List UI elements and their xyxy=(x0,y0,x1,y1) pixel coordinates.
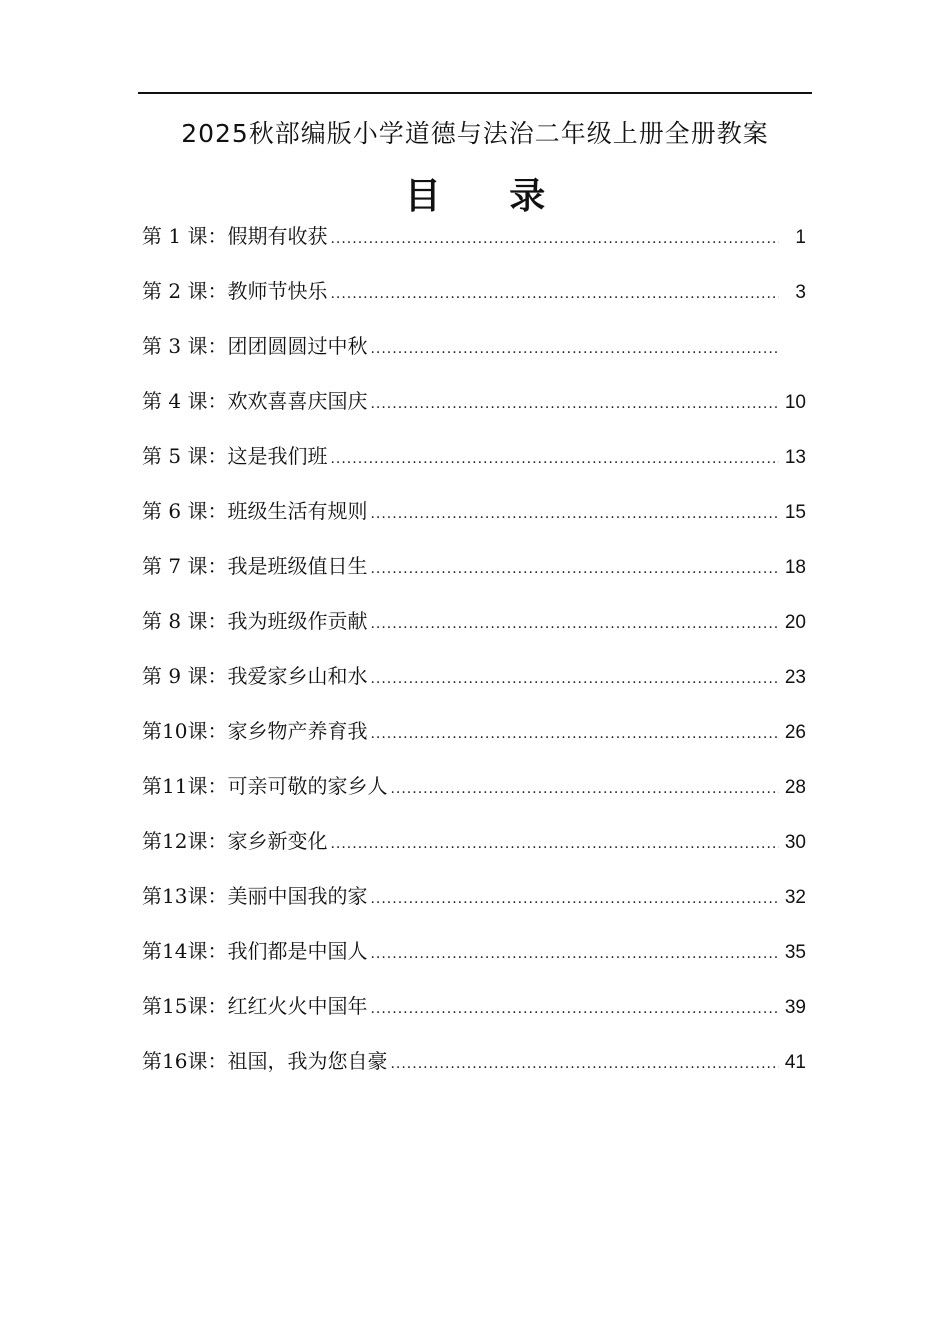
toc-entry-label: 第 7 课：我是班级值日生 xyxy=(142,554,368,578)
toc-entry-label: 第 8 课：我为班级作贡献 xyxy=(142,609,368,633)
toc-page-number: 28 xyxy=(784,777,806,798)
toc-page-number: 3 xyxy=(795,282,806,303)
toc-leader-dots xyxy=(370,671,779,687)
toc-page-number: 13 xyxy=(784,447,806,468)
toc-entry-16[interactable] xyxy=(142,1045,806,1100)
toc-entry-label: 第 1 课：假期有收获 xyxy=(142,224,328,248)
toc-page-number: 26 xyxy=(784,722,806,743)
toc-entry-label: 第 9 课：我爱家乡山和水 xyxy=(142,664,368,688)
toc-entry-4[interactable] xyxy=(142,385,806,440)
toc-entry-label: 第10课：家乡物产养育我 xyxy=(142,719,368,743)
toc-leader-dots xyxy=(370,1001,779,1017)
toc-leader-dots xyxy=(330,286,779,302)
toc-entry-11[interactable] xyxy=(142,770,806,825)
toc-entry-label: 第 3 课：团团圆圆过中秋 xyxy=(142,334,368,358)
toc-entry-10[interactable] xyxy=(142,715,806,770)
toc-entry-label: 第12课：家乡新变化 xyxy=(142,829,328,853)
toc-leader-dots xyxy=(390,1056,779,1072)
toc-page-number: 30 xyxy=(784,832,806,853)
toc-page-number: 10 xyxy=(784,392,806,413)
toc-page-number: 18 xyxy=(784,557,806,578)
toc-entry-12[interactable] xyxy=(142,825,806,880)
toc-leader-dots xyxy=(370,561,779,577)
toc-entry-8[interactable] xyxy=(142,605,806,660)
toc-leader-dots xyxy=(370,616,779,632)
toc-page-number: 39 xyxy=(784,997,806,1018)
toc-leader-dots xyxy=(370,341,779,357)
toc-entry-label: 第 6 课：班级生活有规则 xyxy=(142,499,368,523)
toc-entry-label: 第15课：红红火火中国年 xyxy=(142,994,368,1018)
toc-entry-3[interactable] xyxy=(142,330,806,385)
toc-leader-dots xyxy=(390,781,779,797)
header-rule xyxy=(138,92,812,94)
toc-entry-label: 第11课：可亲可敬的家乡人 xyxy=(142,774,388,798)
toc-entry-6[interactable] xyxy=(142,495,806,550)
toc-leader-dots xyxy=(330,451,779,467)
toc-entry-label: 第16课：祖国，我为您自豪 xyxy=(142,1049,388,1073)
toc-entry-label: 第 2 课：教师节快乐 xyxy=(142,279,328,303)
toc-leader-dots xyxy=(370,506,779,522)
toc-leader-dots xyxy=(330,836,779,852)
toc-leader-dots xyxy=(370,726,779,742)
table-of-contents xyxy=(142,220,806,1100)
toc-page-number: 35 xyxy=(784,942,806,963)
toc-leader-dots xyxy=(370,891,779,907)
toc-page-number: 41 xyxy=(784,1052,806,1073)
toc-entry-13[interactable] xyxy=(142,880,806,935)
toc-page-number: 23 xyxy=(784,667,806,688)
toc-page-number: 15 xyxy=(784,502,806,523)
toc-page-number: 20 xyxy=(784,612,806,633)
toc-leader-dots xyxy=(330,231,779,247)
toc-entry-label: 第 5 课：这是我们班 xyxy=(142,444,328,468)
toc-entry-1[interactable] xyxy=(142,220,806,275)
toc-page-number: 32 xyxy=(784,887,806,908)
document-title: 2025秋部编版小学道德与法治二年级上册全册教案 xyxy=(181,119,769,148)
toc-entry-label: 第13课：美丽中国我的家 xyxy=(142,884,368,908)
toc-leader-dots xyxy=(370,396,779,412)
toc-leader-dots xyxy=(370,946,779,962)
toc-entry-7[interactable] xyxy=(142,550,806,605)
toc-entry-2[interactable] xyxy=(142,275,806,330)
toc-entry-label: 第14课：我们都是中国人 xyxy=(142,939,368,963)
toc-entry-15[interactable] xyxy=(142,990,806,1045)
toc-entry-5[interactable] xyxy=(142,440,806,495)
toc-entry-14[interactable] xyxy=(142,935,806,990)
toc-page-number: 1 xyxy=(795,227,806,248)
toc-heading: 目 录 xyxy=(404,176,574,217)
toc-entry-label: 第 4 课：欢欢喜喜庆国庆 xyxy=(142,389,368,413)
toc-entry-9[interactable] xyxy=(142,660,806,715)
